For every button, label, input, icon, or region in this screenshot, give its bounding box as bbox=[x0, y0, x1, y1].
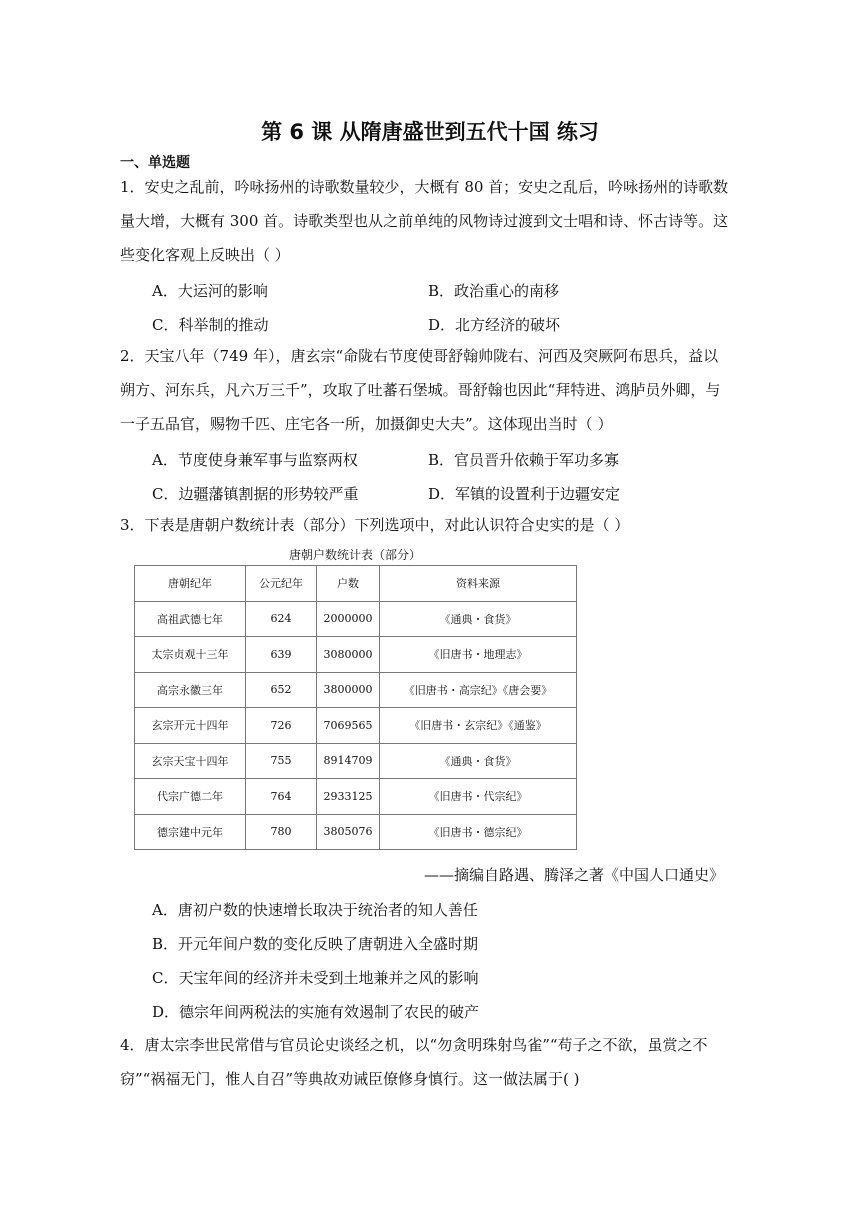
table-cell: 《旧唐书・地理志》 bbox=[380, 637, 577, 673]
question-1-option-c: C．科举制的推动 bbox=[152, 316, 269, 334]
table-cell: 652 bbox=[246, 672, 317, 708]
table-cell: 8914709 bbox=[317, 743, 380, 779]
question-4-line-2: 窃”“祸福无门，惟人自召”等典故劝诫臣僚修身慎行。这一做法属于( ) bbox=[120, 1070, 580, 1088]
question-1-option-d: D．北方经济的破坏 bbox=[428, 316, 561, 334]
table-header-cell: 唐朝纪年 bbox=[135, 566, 246, 602]
question-2-line-1: 2．天宝八年（749 年），唐玄宗“命陇右节度使哥舒翰帅陇右、河西及突厥阿布思兵，益以 bbox=[120, 347, 719, 365]
table-cell: 《旧唐书・代宗纪》 bbox=[380, 779, 577, 815]
table-row bbox=[135, 708, 577, 744]
table-cell: 德宗建中元年 bbox=[135, 814, 246, 850]
question-2-option-a: A．节度使身兼军事与监察两权 bbox=[152, 451, 358, 469]
page-title: 第 6 课 从隋唐盛世到五代十国 练习 bbox=[261, 120, 599, 144]
question-4-line-1: 4．唐太宗李世民常借与官员论史谈经之机，以“勿贪明珠射鸟雀”“苟子之不欲，虽赏之不 bbox=[120, 1036, 708, 1054]
households-table bbox=[134, 565, 577, 850]
question-3-option-a: A．唐初户数的快速增长取决于统治者的知人善任 bbox=[152, 901, 478, 919]
table-row bbox=[135, 637, 577, 673]
table-cell: 7069565 bbox=[317, 708, 380, 744]
table-header-row bbox=[135, 566, 577, 602]
table-row bbox=[135, 743, 577, 779]
table-cell: 太宗贞观十三年 bbox=[135, 637, 246, 673]
table-header-cell: 资料来源 bbox=[380, 566, 577, 602]
table-title: 唐朝户数统计表（部分） bbox=[288, 548, 421, 562]
question-1-option-a: A．大运河的影响 bbox=[152, 282, 268, 300]
table-header-cell: 公元纪年 bbox=[246, 566, 317, 602]
table-cell: 玄宗天宝十四年 bbox=[135, 743, 246, 779]
table-cell: 2000000 bbox=[317, 601, 380, 637]
question-1-line-1: 1．安史之乱前，吟咏扬州的诗歌数量较少，大概有 80 首；安史之乱后，吟咏扬州的诗歌数 bbox=[120, 178, 729, 196]
question-2-line-2: 朔方、河东兵，凡六万三千”，攻取了吐蕃石堡城。哥舒翰也因此“拜特进、鸿胪员外卿，与 bbox=[120, 381, 721, 399]
table-row bbox=[135, 779, 577, 815]
table-cell: 3805076 bbox=[317, 814, 380, 850]
table-cell: 《旧唐书・高宗纪》《唐会要》 bbox=[380, 672, 577, 708]
question-3-line-1: 3．下表是唐朝户数统计表（部分）下列选项中，对此认识符合史实的是（ ） bbox=[120, 516, 630, 534]
source-citation: ——摘编自路遇、腾泽之著《中国人口通史》 bbox=[423, 866, 724, 884]
table-cell: 2933125 bbox=[317, 779, 380, 815]
question-3-option-c: C．天宝年间的经济并未受到土地兼并之风的影响 bbox=[152, 969, 479, 987]
question-2-option-c: C．边疆藩镇割据的形势较严重 bbox=[152, 485, 359, 503]
table-header-cell: 户数 bbox=[317, 566, 380, 602]
table-cell: 755 bbox=[246, 743, 317, 779]
question-2-option-d: D．军镇的设置利于边疆安定 bbox=[428, 485, 621, 503]
table-row bbox=[135, 601, 577, 637]
table-row bbox=[135, 814, 577, 850]
question-1-option-b: B．政治重心的南移 bbox=[428, 282, 560, 300]
table-cell: 639 bbox=[246, 637, 317, 673]
section-heading: 一、单选题 bbox=[120, 155, 190, 171]
table-cell: 3800000 bbox=[317, 672, 380, 708]
table-cell: 726 bbox=[246, 708, 317, 744]
question-1-line-3: 些变化客观上反映出（ ） bbox=[120, 246, 290, 264]
table-cell: 高宗永徽三年 bbox=[135, 672, 246, 708]
table-cell: 玄宗开元十四年 bbox=[135, 708, 246, 744]
table-cell: 《通典・食货》 bbox=[380, 743, 577, 779]
table-cell: 代宗广德二年 bbox=[135, 779, 246, 815]
question-2-line-3: 一子五品官，赐物千匹、庄宅各一所，加摄御史大夫”。这体现出当时（ ） bbox=[120, 415, 613, 433]
question-1-line-2: 量大增，大概有 300 首。诗歌类型也从之前单纯的风物诗过渡到文士唱和诗、怀古诗等。这 bbox=[120, 212, 729, 230]
table-cell: 高祖武德七年 bbox=[135, 601, 246, 637]
question-3-option-b: B．开元年间户数的变化反映了唐朝进入全盛时期 bbox=[152, 935, 479, 953]
table-cell: 《旧唐书・玄宗纪》《通鉴》 bbox=[380, 708, 577, 744]
table-cell: 764 bbox=[246, 779, 317, 815]
table-cell: 《旧唐书・德宗纪》 bbox=[380, 814, 577, 850]
table-row bbox=[135, 672, 577, 708]
table-cell: 780 bbox=[246, 814, 317, 850]
table-cell: 3080000 bbox=[317, 637, 380, 673]
table-cell: 《通典・食货》 bbox=[380, 601, 577, 637]
question-3-option-d: D．德宗年间两税法的实施有效遏制了农民的破产 bbox=[152, 1003, 480, 1021]
table-cell: 624 bbox=[246, 601, 317, 637]
question-2-option-b: B．官员晋升依赖于军功多寡 bbox=[428, 451, 620, 469]
